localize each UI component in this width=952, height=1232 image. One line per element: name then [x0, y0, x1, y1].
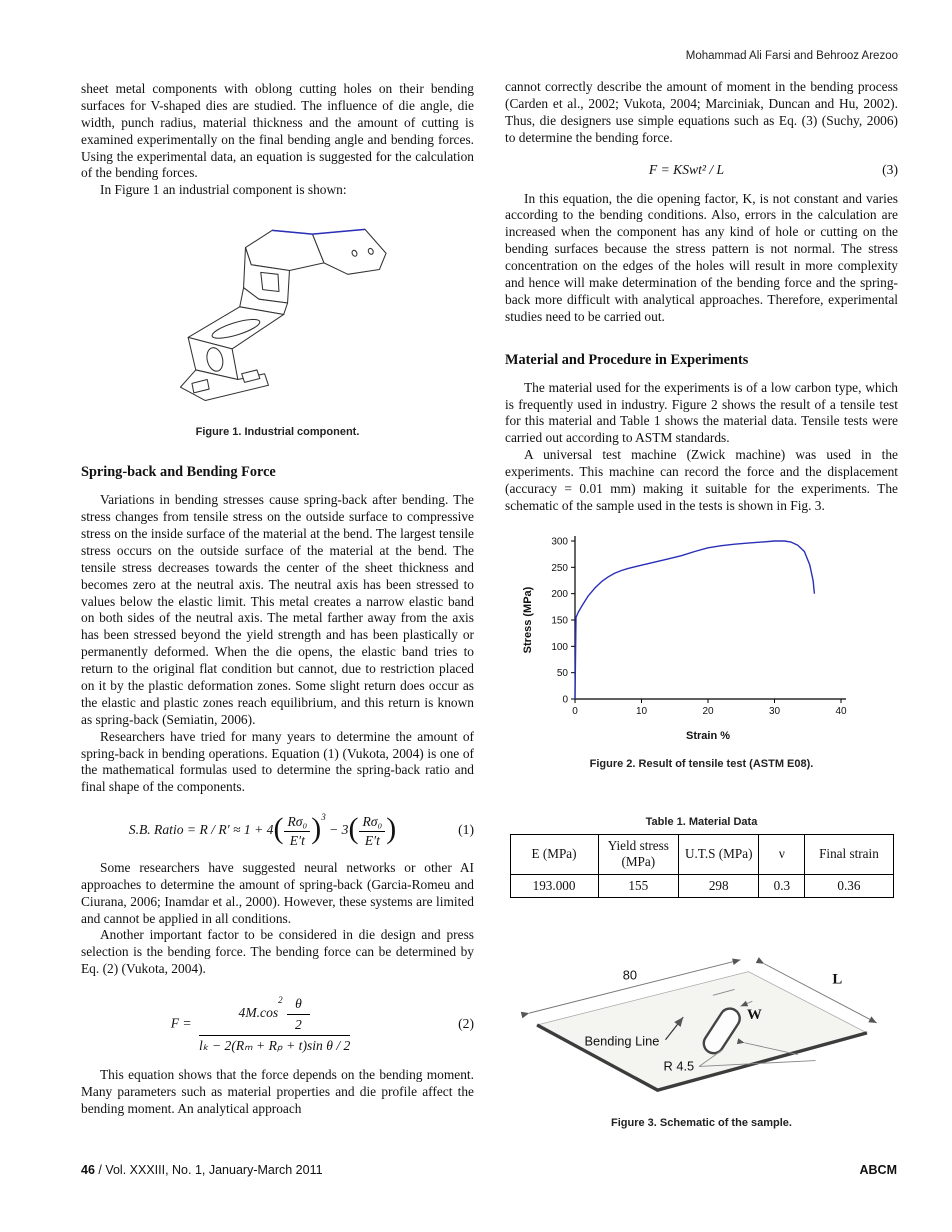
svg-text:30: 30: [768, 705, 781, 717]
fig3-radius-label: R 4.5: [662, 1058, 694, 1074]
paragraph: Researchers have tried for many years to determine the amount of spring-back in bending operations. Equation (1) (Vukota, 2004) is one of the mathematical formulas used to determine the spring-back ratio and final shape of the components.: [81, 728, 474, 795]
table-row: [510, 874, 893, 897]
cell-yield: 155: [598, 874, 678, 897]
col-header-uts: U.T.S (MPa): [679, 834, 759, 874]
svg-text:250: 250: [551, 562, 568, 574]
svg-text:0: 0: [572, 705, 578, 717]
table-header-row: [510, 834, 893, 874]
sample-schematic-drawing: [519, 944, 885, 1102]
paragraph: cannot correctly describe the amount of moment in the bending process (Carden et al., 2002; Vukota, 2004; Marciniak, Duncan and Hu, 2002). Thus, die designers use simple equations such as Eq. (3) (Suchy, 2006) to determine the bending force.: [505, 79, 898, 145]
fig3-dim-80: 80: [622, 967, 637, 983]
right-column: [505, 50, 898, 1129]
table1-caption: Table 1. Material Data: [645, 815, 758, 828]
left-column: [81, 81, 474, 1117]
svg-text:10: 10: [635, 705, 648, 717]
cell-nu: 0.3: [759, 874, 805, 897]
footer-journal: ABCM: [859, 1163, 897, 1177]
section-heading-material: Material and Procedure in Experiments: [505, 351, 749, 368]
paragraph: Another important factor to be considered in die design and press selection is the bending force. The bending force can be determined by Eq. (2) (Vukota, 2004).: [81, 927, 474, 977]
svg-text:100: 100: [551, 641, 568, 653]
page-footer: [81, 1163, 897, 1177]
equation-3-body: F = KSwt² / L: [648, 161, 725, 177]
paragraph: A universal test machine (Zwick machine) was used in the experiments. This machine can record the force and the displacement (accuracy = 0.01 mm) making it suitable for the experiments. The schematic of the sample used in the tests is shown in Fig. 3.: [505, 447, 898, 513]
footer-left: [81, 1163, 323, 1177]
equation-2-number: (2): [458, 1016, 474, 1032]
footer-volume: / Vol. XXXIII, No. 1, January-March 2011: [94, 1163, 323, 1177]
svg-text:Strain %: Strain %: [685, 729, 731, 742]
col-header-e: E (MPa): [510, 834, 598, 874]
paragraph: sheet metal components with oblong cutting holes on their bending surfaces for V-shaped dies are studied. The influence of die angle, die width, punch radius, material thickness and the amount of cutting is examined experimentally on the final bending angle and bending forces. Using the experimental data, an equation is suggested for the calculation of the bending forces.: [81, 81, 474, 181]
cell-uts: 298: [679, 874, 759, 897]
paragraph: In this equation, the die opening factor, K, is not constant and varies according to the bending conditions. Also, errors in the calculation are increased when the component has any kind of hole or cutting on the bending surfaces because the stress pattern is not normal. The stress concentration on the edges of the holes will result in more complexity and hence will make determination of the bending force and the spring-back more difficult with analytical approaches. Therefore, experimental studies need to be carried out.: [505, 190, 898, 324]
cell-finalstrain: 0.36: [805, 874, 893, 897]
material-data-table: [510, 834, 894, 898]
figure2-caption: Figure 2. Result of tensile test (ASTM E08).: [589, 757, 814, 770]
paragraph: Some researchers have suggested neural networks or other AI approaches to determine the amount of spring-back (Garcia-Romeu and Ciurana, 2006; Inamdar et al., 2000). However, these systems are limited and cannot be applied in all conditions.: [81, 859, 474, 926]
fig3-label-w: W: [746, 1006, 762, 1023]
header-authors: Mohammad Ali Farsi and Behrooz Arezoo: [685, 50, 898, 62]
svg-text:Stress (MPa): Stress (MPa): [522, 586, 534, 654]
equation-1-body: S.B. Ratio = R / R′ ≈ 1 + 4( $\frac{\text{Rσ₀}}{E't}$ )$^3$ − 3( $\frac{\text{Rσ₀}}{E't}$ ): [128, 812, 397, 848]
svg-text:150: 150: [551, 615, 568, 627]
equation-2: [81, 995, 474, 1054]
col-header-nu: ν: [759, 834, 805, 874]
equation-3: [505, 162, 898, 178]
equation-1: [81, 812, 474, 848]
svg-text:200: 200: [551, 588, 568, 600]
equation-2-body: F = $4M.\cos^2$ $\frac{\theta}{2}$ lₖ − 2(Rₘ + Rₚ + t)sin θ / 2: [170, 995, 351, 1054]
fig3-bending-line-label: Bending Line: [583, 1033, 659, 1049]
paragraph: In Figure 1 an industrial component is shown:: [100, 182, 347, 198]
svg-text:300: 300: [551, 536, 568, 548]
figure3: [505, 944, 898, 1129]
figure2: [517, 527, 898, 758]
industrial-component-drawing: [125, 215, 431, 413]
col-header-yield: Yield stress (MPa): [598, 834, 678, 874]
equation-1-number: (1): [458, 822, 474, 838]
figure1-caption: Figure 1. Industrial component.: [195, 426, 360, 439]
svg-text:20: 20: [702, 705, 714, 717]
paragraph: The material used for the experiments is of a low carbon type, which is frequently used in industry. Figure 2 shows the result of a tensile test for this material and Table 1 shows the material data. Tensile tests were carried out according to ASTM standards.: [505, 379, 898, 446]
svg-text:0: 0: [562, 694, 568, 706]
paragraph: Variations in bending stresses cause spring-back after bending. The stress changes from tensile stress on the outside surface to compressive stress on the inside surface of the material at the bend. The largest tensile stress occurs on the outside surface of the material at the bend. The tensile stress decreases towards the center of the sheet thickness and becomes zero at the neutral axis. The neutral axis has been stressed to values below the elastic limit. This metal creates a narrow elastic band on both sides of the neutral axis. The metal farther away from the axis has been stressed beyond the yield strength and has been plastically or permanently deformed. When the die opens, the elastic band tries to return to the original flat condition but cannot, due to restriction placed on it by the plastic deformation zones. Some slight return does occur as the elastic and plastic zones reach equilibrium, and this return is known as spring-back (Semiatin, 2006).: [81, 492, 474, 727]
cell-e: 193.000: [510, 874, 598, 897]
page-number: 46: [81, 1163, 95, 1177]
fig3-label-l: L: [831, 971, 842, 988]
section-heading-springback: Spring-back and Bending Force: [81, 464, 276, 481]
svg-text:40: 40: [835, 705, 847, 717]
col-header-finalstrain: Final strain: [805, 834, 893, 874]
figure1: [81, 215, 474, 438]
figure2-chart: [517, 527, 857, 753]
figure3-caption: Figure 3. Schematic of the sample.: [611, 1116, 792, 1129]
equation-3-number: (3): [882, 161, 898, 177]
table1-block: [505, 816, 898, 898]
svg-text:50: 50: [556, 667, 568, 679]
paragraph: This equation shows that the force depends on the bending moment. Many parameters such as material properties and die profile affect the bending moment. An analytical approach: [81, 1066, 474, 1116]
